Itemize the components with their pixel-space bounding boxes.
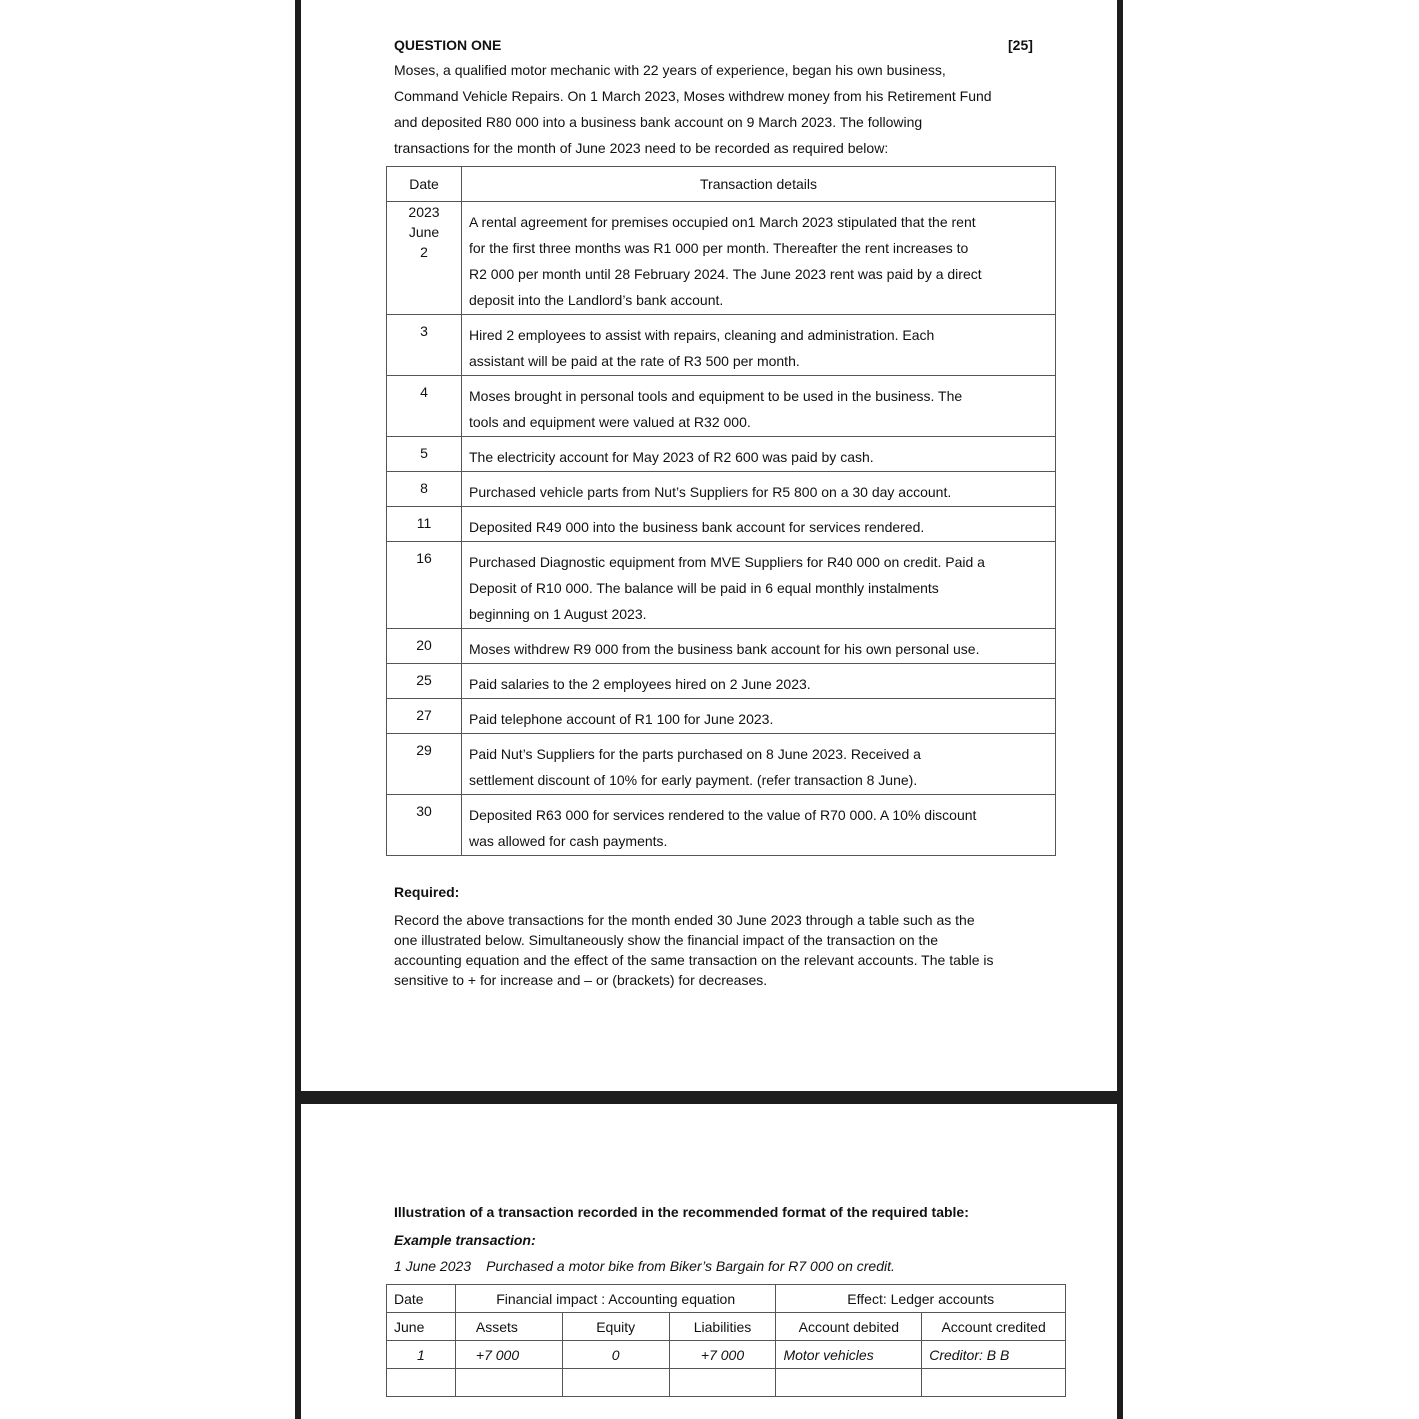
transaction-details-line: assistant will be paid at the rate of R3 500 per month.: [469, 353, 800, 369]
transaction-row: [387, 664, 1056, 699]
transaction-details: [462, 542, 1056, 629]
ex-cell-day: 1: [387, 1341, 456, 1369]
ex-header-date: Date: [387, 1285, 456, 1313]
example-table: [386, 1284, 1066, 1397]
example-label: Example transaction:: [394, 1232, 536, 1248]
ex-cell-equity: 0: [562, 1341, 669, 1369]
transaction-row: [387, 507, 1056, 542]
transaction-date-line: 3: [420, 323, 428, 339]
transaction-details-line: Paid Nut’s Suppliers for the parts purchased on 8 June 2023. Received a: [469, 746, 921, 762]
transaction-date: [387, 664, 462, 699]
example-transaction: [394, 1258, 895, 1274]
transaction-date-line: June: [408, 224, 440, 240]
transaction-date: [387, 472, 462, 507]
transaction-details: [462, 507, 1056, 542]
transaction-details-line: deposit into the Landlord’s bank account.: [469, 292, 724, 308]
transaction-date-line: 2: [420, 244, 428, 260]
ex-header-credited: Account credited: [922, 1313, 1066, 1341]
transaction-details-line: The electricity account for May 2023 of R2 600 was paid by cash.: [469, 449, 874, 465]
transaction-details-line: Deposited R63 000 for services rendered to the value of R70 000. A 10% discount: [469, 807, 977, 823]
ex-empty-cell: [922, 1369, 1066, 1397]
transaction-date-line: 5: [420, 445, 428, 461]
transaction-details: [462, 699, 1056, 734]
intro-line: Command Vehicle Repairs. On 1 March 2023, Moses withdrew money from his Retirement Fund: [394, 88, 992, 104]
ex-empty-cell: [562, 1369, 669, 1397]
transactions-table: [386, 166, 1056, 856]
transaction-date-line: 8: [420, 480, 428, 496]
transaction-row: [387, 795, 1056, 856]
transaction-date: [387, 629, 462, 664]
page-left-border: [295, 0, 301, 1419]
illustration-heading: Illustration of a transaction recorded in the recommended format of the required table:: [394, 1204, 969, 1220]
transaction-date-line: 16: [416, 550, 432, 566]
transaction-details-line: Deposited R49 000 into the business bank account for services rendered.: [469, 519, 925, 535]
transaction-details-line: Hired 2 employees to assist with repairs, cleaning and administration. Each: [469, 327, 935, 343]
ex-cell-assets: +7 000: [455, 1341, 562, 1369]
transaction-details-line: Moses brought in personal tools and equipment to be used in the business. The: [469, 388, 963, 404]
transaction-date-line: 2023: [408, 204, 440, 220]
required-text: [394, 910, 994, 990]
transaction-details-line: tools and equipment were valued at R32 000.: [469, 414, 751, 430]
transaction-details-line: Deposit of R10 000. The balance will be paid in 6 equal monthly instalments: [469, 580, 939, 596]
transaction-details-line: Purchased vehicle parts from Nut’s Suppliers for R5 800 on a 30 day account.: [469, 484, 952, 500]
transaction-date: [387, 437, 462, 472]
transaction-details-line: settlement discount of 10% for early payment. (refer transaction 8 June).: [469, 772, 918, 788]
example-date: 1 June 2023: [394, 1258, 472, 1274]
transaction-details: [462, 472, 1056, 507]
transaction-details: [462, 664, 1056, 699]
transaction-row: [387, 202, 1056, 315]
intro-line: transactions for the month of June 2023 need to be recorded as required below:: [394, 140, 889, 156]
transaction-details-line: Paid telephone account of R1 100 for June 2023.: [469, 711, 774, 727]
transaction-details-line: Moses withdrew R9 000 from the business bank account for his own personal use.: [469, 641, 980, 657]
transaction-date-line: 29: [416, 742, 432, 758]
transaction-details: [462, 795, 1056, 856]
ex-header-financial: Financial impact : Accounting equation: [455, 1285, 776, 1313]
ex-empty-cell: [387, 1369, 456, 1397]
transaction-date-line: 11: [416, 515, 432, 531]
ex-empty-cell: [455, 1369, 562, 1397]
transaction-row: [387, 376, 1056, 437]
transaction-date: [387, 202, 462, 315]
ex-header-assets: Assets: [455, 1313, 562, 1341]
transaction-date-line: 30: [416, 803, 432, 819]
transaction-row: [387, 472, 1056, 507]
required-line: Record the above transactions for the month ended 30 June 2023 through a table such as the: [394, 912, 975, 928]
required-line: accounting equation and the effect of the same transaction on the relevant accounts. The table is: [394, 952, 994, 968]
transaction-details: [462, 315, 1056, 376]
transaction-details-line: for the first three months was R1 000 per month. Thereafter the rent increases to: [469, 240, 969, 256]
transaction-details-line: A rental agreement for premises occupied on1 March 2023 stipulated that the rent: [469, 214, 976, 230]
transaction-row: [387, 629, 1056, 664]
transaction-date: [387, 542, 462, 629]
required-heading: Required:: [394, 884, 460, 900]
transaction-date: [387, 376, 462, 437]
transaction-date-line: 20: [416, 637, 432, 653]
ex-header-equity: Equity: [562, 1313, 669, 1341]
page-separator: [295, 1091, 1123, 1104]
example-text: Purchased a motor bike from Biker’s Bargain for R7 000 on credit.: [486, 1258, 895, 1274]
transaction-date-line: 25: [416, 672, 432, 688]
question-marks: [25]: [1008, 37, 1033, 53]
transaction-date-line: 4: [420, 384, 428, 400]
transaction-details-line: Purchased Diagnostic equipment from MVE Suppliers for R40 000 on credit. Paid a: [469, 554, 985, 570]
transaction-details-line: Paid salaries to the 2 employees hired on 2 June 2023.: [469, 676, 811, 692]
transaction-details: [462, 629, 1056, 664]
intro-line: and deposited R80 000 into a business bank account on 9 March 2023. The following: [394, 114, 923, 130]
question-intro: [394, 57, 992, 161]
required-line: sensitive to + for increase and – or (brackets) for decreases.: [394, 972, 768, 988]
transaction-details: [462, 734, 1056, 795]
ex-header-month: June: [387, 1313, 456, 1341]
question-title: QUESTION ONE: [394, 37, 502, 53]
required-line: one illustrated below. Simultaneously show the financial impact of the transaction on the: [394, 932, 938, 948]
transaction-row: [387, 734, 1056, 795]
transaction-details-line: was allowed for cash payments.: [469, 833, 668, 849]
transaction-date: [387, 795, 462, 856]
transaction-date-line: 27: [416, 707, 432, 723]
ex-header-debited: Account debited: [776, 1313, 922, 1341]
ex-cell-debited: Motor vehicles: [776, 1341, 922, 1369]
header-date: Date: [387, 167, 462, 202]
ex-cell-credited: Creditor: B B: [922, 1341, 1066, 1369]
ex-cell-liabilities: +7 000: [669, 1341, 776, 1369]
ex-empty-cell: [669, 1369, 776, 1397]
transaction-row: [387, 437, 1056, 472]
transaction-date: [387, 734, 462, 795]
ex-empty-cell: [776, 1369, 922, 1397]
transaction-row: [387, 542, 1056, 629]
transaction-details-line: R2 000 per month until 28 February 2024. The June 2023 rent was paid by a direct: [469, 266, 982, 282]
transaction-details: [462, 376, 1056, 437]
transaction-date: [387, 315, 462, 376]
ex-header-ledger: Effect: Ledger accounts: [776, 1285, 1066, 1313]
transaction-details: [462, 202, 1056, 315]
header-details: Transaction details: [462, 167, 1056, 202]
transaction-details: [462, 437, 1056, 472]
transaction-row: [387, 315, 1056, 376]
transaction-row: [387, 699, 1056, 734]
transaction-details-line: beginning on 1 August 2023.: [469, 606, 647, 622]
transaction-date: [387, 507, 462, 542]
ex-header-liabilities: Liabilities: [669, 1313, 776, 1341]
page-right-border: [1117, 0, 1123, 1419]
intro-line: Moses, a qualified motor mechanic with 22 years of experience, began his own business,: [394, 62, 946, 78]
transaction-date: [387, 699, 462, 734]
